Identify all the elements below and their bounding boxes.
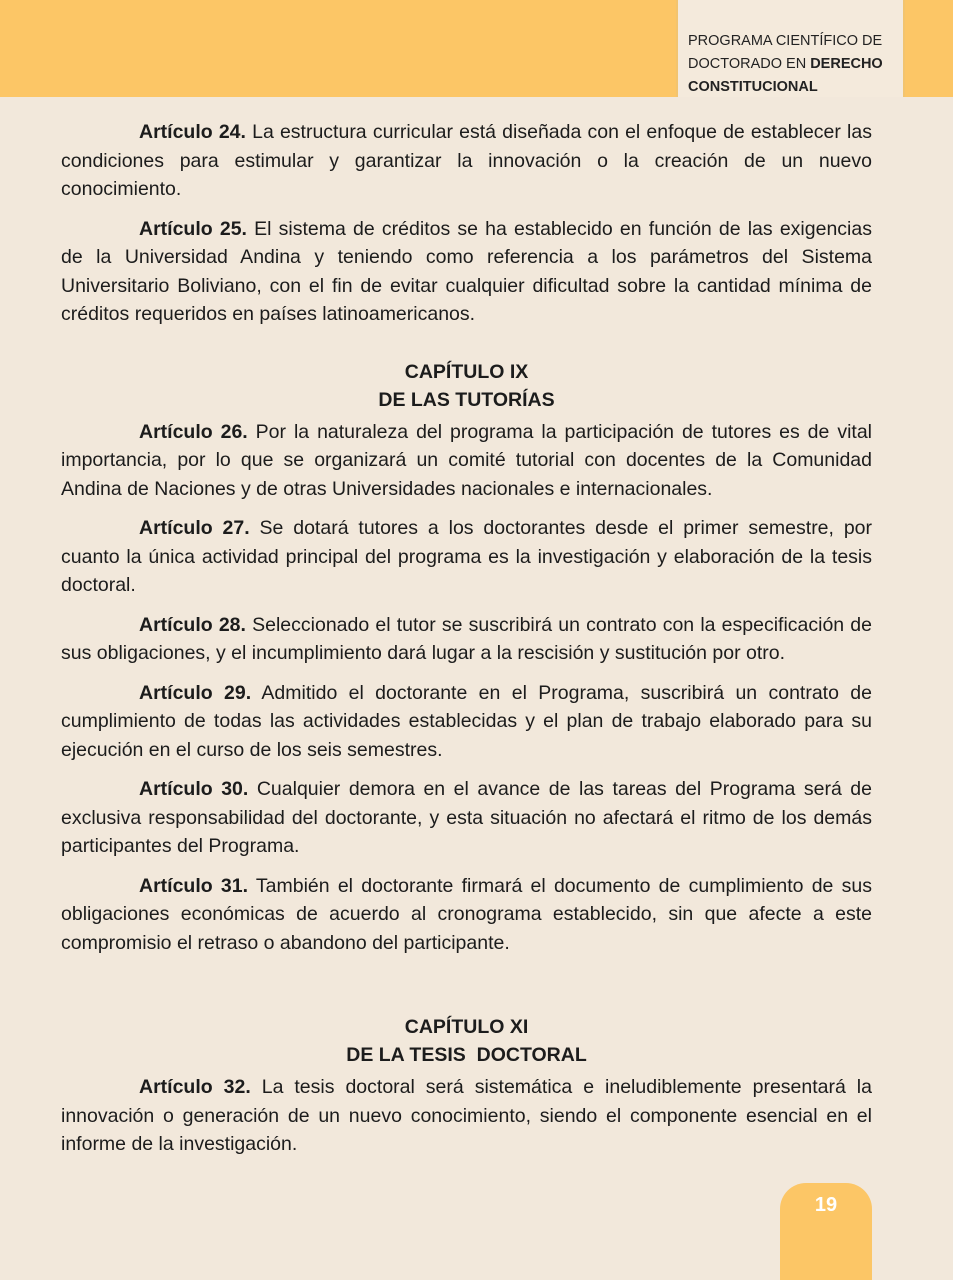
header-line-2: DOCTORADO EN DERECHO	[688, 56, 883, 72]
article-30: Artículo 30. Cualquier demora en el avance de las tareas del Programa será de exclusiva responsabilidad del doctorante, y esta situación no afectará el ritmo de los demás participantes del Programa.	[61, 778, 873, 857]
article-26: Artículo 26. Por la naturaleza del programa la participación de tutores es de vital importancia, por lo que se organizará un comité tutorial con docentes de la Comunidad Andina de Naciones y de otras Universidades nacionales e internacionales.	[61, 420, 872, 500]
page-number: 19	[780, 1183, 872, 1280]
header-line-3: CONSTITUCIONAL	[688, 79, 818, 95]
article-24: Artículo 24. La estructura curricular está diseñada con el enfoque de establecer las condiciones para estimular y garantizar la innovación o la creación de un nuevo conocimiento.	[61, 121, 872, 200]
article-29: Artículo 29. Admitido el doctorante en el Programa, suscribirá un contrato de cumplimiento de todas las actividades establecidas y el plan de trabajo elaborado para su ejecución en el curso de los seis semestres.	[61, 681, 872, 761]
chapter-title-xi: DE LA TESIS DOCTORAL	[346, 1044, 587, 1066]
chapter-heading-xi: CAPÍTULO XI	[404, 1016, 529, 1038]
chapter-title-ix: DE LAS TUTORÍAS	[378, 388, 555, 411]
running-header	[676, 0, 905, 97]
article-32: Artículo 32. La tesis doctoral será sistemática e ineludiblemente presentará la innovación o generación de un nuevo conocimiento, siendo el componente esencial en el informe de la investigación.	[61, 1076, 872, 1155]
document-body	[61, 118, 872, 1170]
chapter-heading-ix: CAPÍTULO IX	[404, 360, 529, 383]
article-28: Artículo 28. Seleccionado el tutor se suscribirá un contrato con la especificación de sus obligaciones, y el incumplimiento dará lugar a la rescisión y sustitución por otro.	[61, 613, 872, 664]
article-31: Artículo 31. También el doctorante firmará el documento de cumplimiento de sus obligaciones económicas de acuerdo al cronograma establecido, sin que afecte a este compromisio el retraso o abandono del participante.	[61, 874, 872, 954]
article-27: Artículo 27. Se dotará tutores a los doctorantes desde el primer semestre, por cuanto la única actividad principal del programa es la investigación y elaboración de la tesis doctoral.	[61, 517, 873, 596]
article-25: Artículo 25. El sistema de créditos se ha establecido en función de las exigencias de la Universidad Andina y teniendo como referencia a los parámetros del Sistema Universitario Boliviano, con el fin de evitar cualquier dificultad sobre la cantidad mínima de créditos requeridos en países latinoamericanos.	[61, 217, 872, 325]
header-line-1: PROGRAMA CIENTÍFICO DE	[688, 33, 883, 49]
